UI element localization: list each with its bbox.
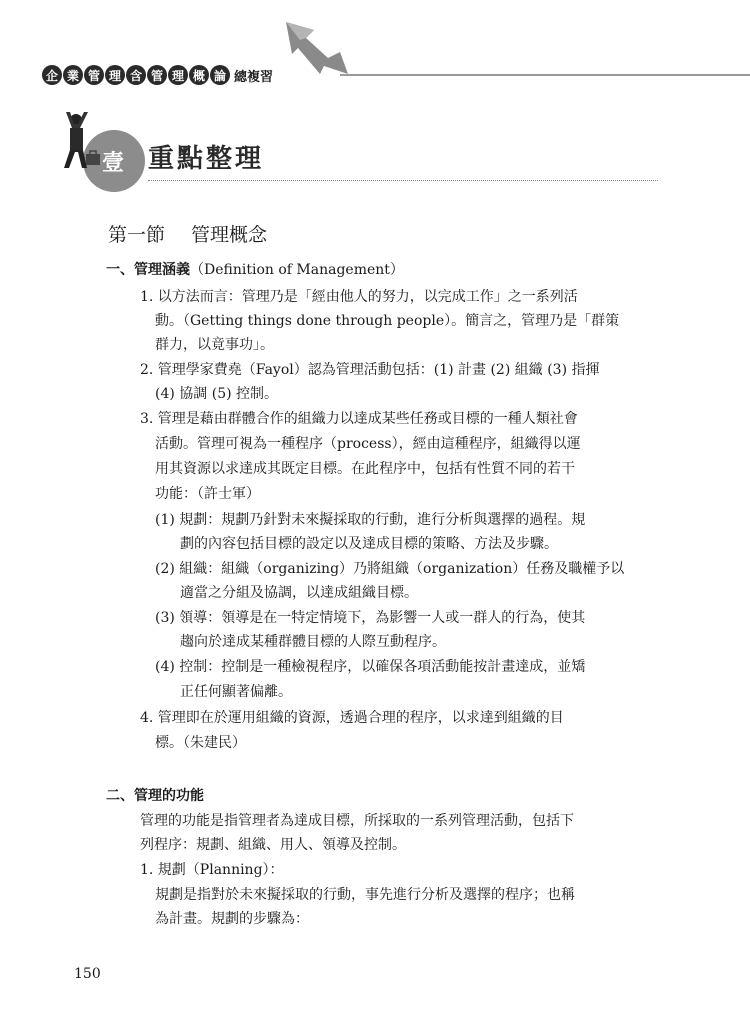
book-title-char: 概 [189, 65, 209, 85]
part1-heading [106, 258, 404, 282]
part2-heading: 二、管理的功能 [106, 788, 204, 804]
book-title [42, 64, 273, 86]
paragraph-line: 管理的功能是指管理者為達成目標，所採取的一系列管理活動，包括下 [140, 813, 574, 829]
book-title-char: 企 [42, 65, 62, 85]
book-title-char: 管 [147, 65, 167, 85]
paragraph-line: (4) 協調 (5) 控制。 [155, 386, 279, 402]
page-number: 150 [74, 966, 101, 982]
paragraph-line: (4) 控制：控制是一種檢視程序，以確保各項活動能按計畫達成，並矯 [155, 659, 586, 675]
businessman-icon [58, 110, 108, 172]
dotted-divider [148, 180, 658, 181]
paragraph-line: 為計畫。規劃的步驟為： [155, 911, 309, 927]
paragraph-line: 1. 以方法而言：管理乃是「經由他人的努力，以完成工作」之一系列活 [140, 289, 578, 305]
paragraph-line: 動。（Getting things done through people）。簡言之，管理乃是「群策 [155, 313, 620, 329]
arrow-graphic [280, 18, 350, 80]
paragraph-line: 正任何顯著偏離。 [180, 684, 292, 700]
book-title-char: 含 [126, 65, 146, 85]
paragraph-line: 標。（朱建民） [155, 735, 246, 751]
header-rule [340, 74, 750, 76]
paragraph-line: 規劃是指對於未來擬採取的行動，事先進行分析及選擇的程序；也稱 [155, 887, 575, 903]
part1-heading-en: （Definition of Management） [190, 262, 404, 278]
chapter-name: 管理概念 [191, 224, 268, 246]
section-number: 壹 [102, 151, 125, 176]
book-title-suffix: 總複習 [234, 69, 274, 85]
book-title-char: 業 [63, 65, 83, 85]
paragraph-line: 用其資源以求達成其既定目標。在此程序中，包括有性質不同的若干 [155, 461, 575, 477]
paragraph-line: 適當之分組及協調，以達成組織目標。 [180, 585, 418, 601]
chapter-title [108, 222, 293, 248]
book-title-char: 理 [105, 65, 125, 85]
paragraph-line: 群力，以竟事功」。 [155, 337, 274, 353]
paragraph-line: 劃的內容包括目標的設定以及達成目標的策略、方法及步驟。 [180, 536, 558, 552]
paragraph-line: 1. 規劃（Planning）： [140, 862, 284, 878]
book-title-char: 管 [84, 65, 104, 85]
book-title-char: 論 [210, 65, 230, 85]
paragraph-line: 趨向於達成某種群體目標的人際互動程序。 [180, 634, 446, 650]
paragraph-line: (3) 領導：領導是在一特定情境下，為影響一人或一群人的行為，使其 [155, 610, 586, 626]
paragraph-line: 3. 管理是藉由群體合作的組織力以達成某些任務或目標的一種人類社會 [140, 411, 578, 427]
paragraph-line: 4. 管理即在於運用組織的資源，透過合理的程序，以求達到組織的目 [140, 710, 564, 726]
paragraph-line: 活動。管理可視為一種程序（process），經由這種程序，組織得以運 [155, 436, 581, 452]
paragraph-line: 2. 管理學家費堯（Fayol）認為管理活動包括：(1) 計畫 (2) 組織 (3) 指揮 [140, 362, 600, 378]
part1-heading-text: 一、管理涵義 [106, 262, 190, 278]
section-title: 重點整理 [148, 144, 265, 174]
book-title-char: 理 [168, 65, 188, 85]
paragraph-line: (2) 組織：組織（organizing）乃將組織（organization）任務及職權予以 [155, 561, 625, 577]
paragraph-line: 功能：（許士軍） [155, 486, 260, 502]
chapter-number: 第一節 [108, 224, 166, 246]
paragraph-line: (1) 規劃：規劃乃針對未來擬採取的行動，進行分析與選擇的過程。規 [155, 512, 586, 528]
paragraph-line: 列程序：規劃、組織、用人、領導及控制。 [140, 837, 406, 853]
